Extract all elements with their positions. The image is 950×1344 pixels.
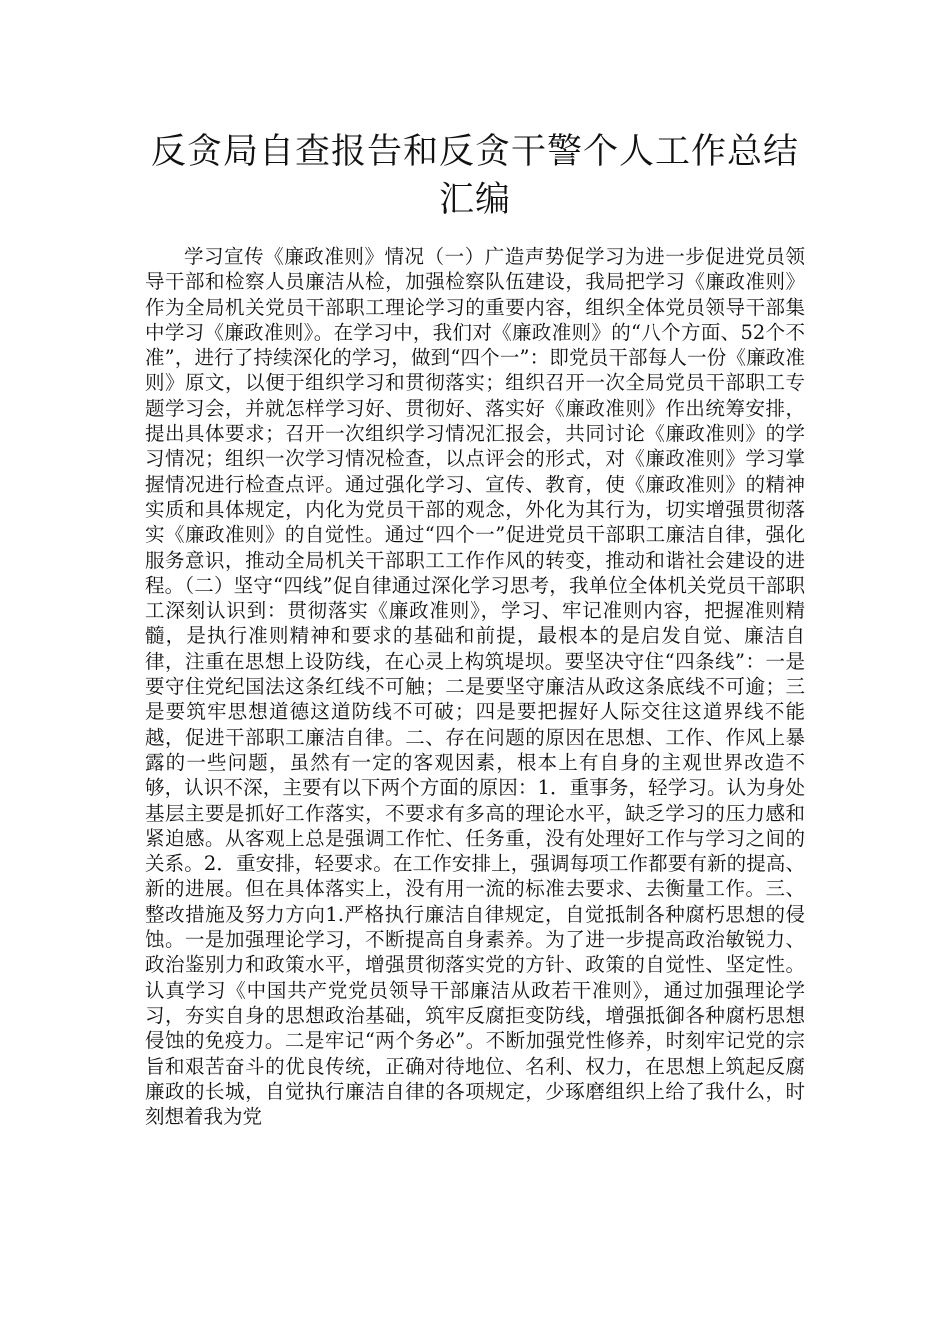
title-line-1: 反贪局自查报告和反贪干警个人工作总结 xyxy=(150,132,799,172)
body-paragraph: 学习宣传《廉政准则》情况（一）广造声势促学习为进一步促进党员领导干部和检察人员廉洁从检，加强检察队伍建设，我局把学习《廉政准则》作为全局机关党员干部职工理论学习的重要内容，组织全体党员领导干部集中学习《廉政准则》。在学习中，我们对《廉政准则》的“八个方面、52个不准”，进行了持续深化的学习，做到“四个一”：即党员干部每人一份《廉政准则》原文，以便于组织学习和贯彻落实；组织召开一次全局党员干部职工专题学习会，并就怎样学习好、贯彻好、落实好《廉政准则》作出统筹安排，提出具体要求；召开一次组织学习情况汇报会，共同讨论《廉政准则》的学习情况；组织一次学习情况检查，以点评会的形式，对《廉政准则》学习掌握情况进行检查点评。通过强化学习、宣传、教育，使《廉政准则》的精神实质和具体规定，内化为党员干部的观念，外化为其行为，切实增强贯彻落实《廉政准则》的自觉性。通过“四个一”促进党员干部职工廉洁自律，强化服务意识，推动全局机关干部职工工作作风的转变，推动和谐社会建设的进程。（二）坚守“四线”促自律通过深化学习思考，我单位全体机关党员干部职工深刻认识到：贯彻落实《廉政准则》，学习、牢记准则内容，把握准则精髓，是执行准则精神和要求的基础和前提，最根本的是启发自觉、廉洁自律，注重在思想上设防线，在心灵上构筑堤坝。要坚决守住“四条线”：一是要守住党纪国法这条红线不可触；二是要坚守廉洁从政这条底线不可逾；三是要筑牢思想道德这道防线不可破；四是要把握好人际交往这道界线不能越，促进干部职工廉洁自律。二、存在问题的原因在思想、工作、作风上暴露的一些问题，虽然有一定的客观因素，根本上有自身的主观世界改造不够，认识不深，主要有以下两个方面的原因：1．重事务，轻学习。认为身处基层主要是抓好工作落实，不要求有多高的理论水平，缺乏学习的压力感和紧迫感。从客观上总是强调工作忙、任务重，没有处理好工作与学习之间的关系。2．重安排，轻要求。在工作安排上，强调每项工作都要有新的提高、新的进展。但在具体落实上，没有用一流的标准去要求、去衡量工作。三、整改措施及努力方向1.严格执行廉洁自律规定，自觉抵制各种腐朽思想的侵蚀。一是加强理论学习，不断提高自身素养。为了进一步提高政治敏锐力、政治鉴别力和政策水平，增强贯彻落实党的方针、政策的自觉性、坚定性。认真学习《中国共产党党员领导干部廉洁从政若干准则》，通过加强理论学习，夯实自身的思想政治基础，筑牢反腐拒变防线，增强抵御各种腐朽思想侵蚀的免疫力。二是牢记“两个务必”。不断加强党性修养，时刻牢记党的宗旨和艰苦奋斗的优良传统，正确对待地位、名利、权力，在思想上筑起反腐廉政的长城，自觉执行廉洁自律的各项规定，少琢磨组织上给了我什么，时刻想着我为党 xyxy=(145,245,805,1129)
document-title xyxy=(130,128,820,224)
title-line-2: 汇编 xyxy=(438,180,511,220)
